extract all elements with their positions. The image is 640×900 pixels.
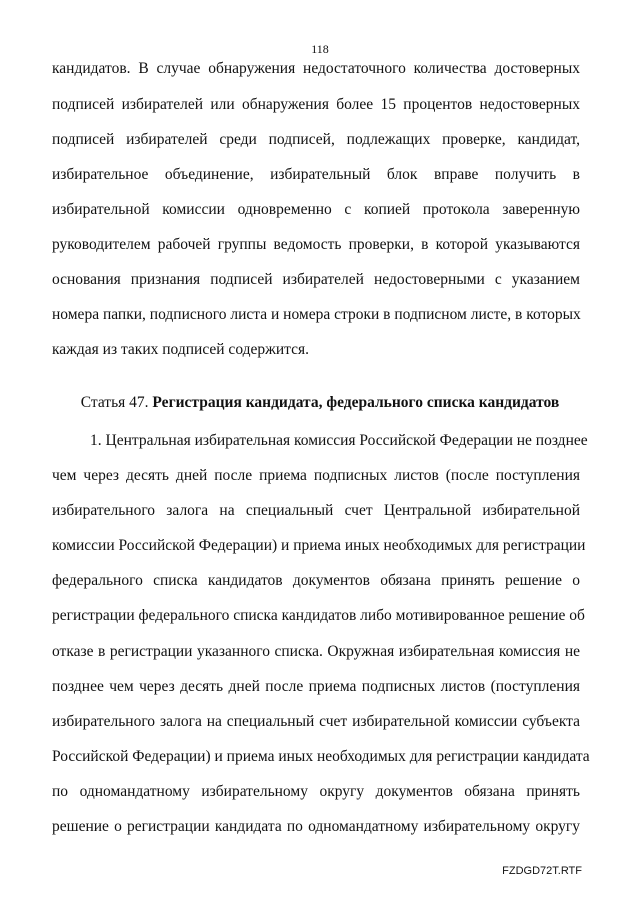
text-line: избирательного залога на специальный счет Центральной избирательной (52, 502, 580, 519)
text-line: избирательной комиссии одновременно с копией протокола заверенную (52, 201, 580, 218)
text-line: избирательное объединение, избирательный блок вправе получить в (52, 166, 580, 183)
text-line: позднее чем через десять дней после приема подписных листов (поступления (52, 678, 580, 695)
article-heading (0, 394, 640, 412)
text-line: номера папки, подписного листа и номера строки в подписном листе, в которых (52, 306, 581, 323)
file-name-footer: FZDGD72T.RTF (502, 865, 582, 877)
article-title: Регистрация кандидата, федерального списка кандидатов (152, 394, 560, 411)
text-line: подписей избирателей или обнаружения более 15 процентов недостоверных (52, 96, 580, 113)
text-line: по одномандатному избирательному округу документов обязана принять (52, 783, 580, 800)
text-line: федерального списка кандидатов документов обязана принять решение о (52, 572, 580, 589)
text-line: каждая из таких подписей содержится. (52, 341, 309, 358)
article-number: Статья 47. (80, 394, 153, 411)
text-line: решение о регистрации кандидата по одномандатному избирательному округу (52, 818, 580, 835)
text-line: основания признания подписей избирателей недостоверными с указанием (52, 271, 580, 288)
text-line: подписей избирателей среди подписей, подлежащих проверке, кандидат, (52, 131, 580, 148)
text-line: чем через десять дней после приема подписных листов (после поступления (52, 467, 580, 484)
text-line: комиссии Российской Федерации) и приема иных необходимых для регистрации (52, 537, 586, 554)
text-line: 1. Центральная избирательная комиссия Российской Федерации не позднее (90, 432, 588, 449)
text-line: избирательного залога на специальный счет избирательной комиссии субъекта (52, 713, 580, 730)
text-line: руководителем рабочей группы ведомость проверки, в которой указываются (52, 236, 580, 253)
text-line: кандидатов. В случае обнаружения недостаточного количества достоверных (52, 60, 580, 77)
text-line: отказе в регистрации указанного списка. Окружная избирательная комиссия не (52, 643, 580, 660)
text-line: регистрации федерального списка кандидатов либо мотивированное решение об (52, 607, 585, 624)
page-number: 118 (311, 42, 329, 56)
text-line: Российской Федерации) и приема иных необходимых для регистрации кандидата (52, 748, 590, 765)
